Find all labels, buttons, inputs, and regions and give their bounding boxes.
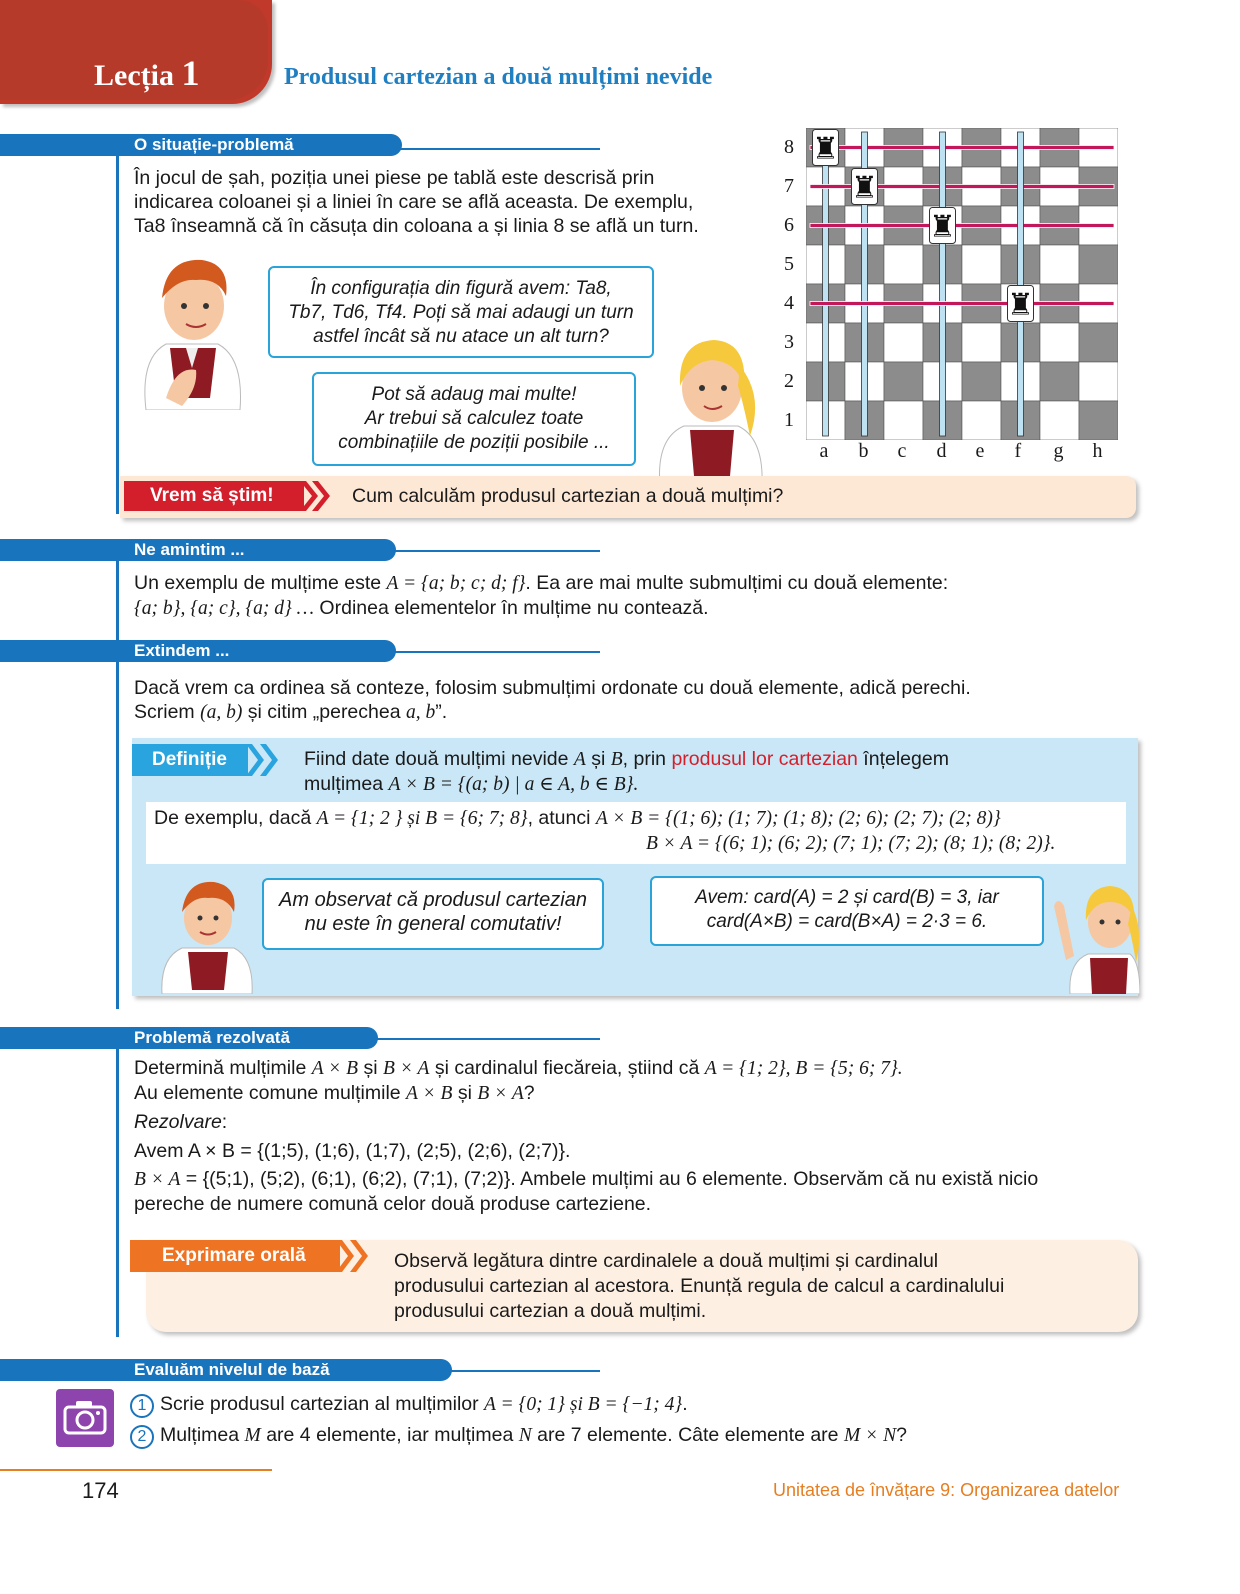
- oral-line: produsului cartezian al acestora. Enunță regula de calcul a cardinalului: [394, 1275, 1005, 1297]
- solved-text-part: și: [452, 1082, 478, 1104]
- chess-square: [884, 323, 923, 362]
- oral-line: produsului cartezian a două mulțimi.: [394, 1300, 707, 1322]
- chess-rank-label: 7: [784, 174, 794, 197]
- lesson-word: Lecția: [94, 59, 174, 92]
- chess-rank-label: 8: [784, 135, 794, 158]
- section-line: [376, 1038, 600, 1040]
- extend-text: [134, 676, 971, 725]
- section-heading-remember: Ne amintim ...: [0, 539, 396, 561]
- math-expression: B × A: [383, 1058, 430, 1079]
- definition-text: [304, 747, 949, 797]
- remember-subsets: {a; b}, {a; c}, {a; d} …: [134, 598, 315, 619]
- rook-attack-line-vertical: [823, 132, 829, 436]
- chess-board: [806, 128, 1118, 440]
- rook-piece-icon: ♜: [929, 209, 956, 245]
- definition-text-part: și: [585, 748, 611, 770]
- section-line: [394, 550, 600, 552]
- girl-illustration: [640, 326, 780, 486]
- bubble-line: Tb7, Td6, Tf4. Poți să mai adaugi un turn: [288, 302, 634, 323]
- footer-line: [0, 1469, 272, 1471]
- evaluate-item: [130, 1420, 907, 1451]
- chess-file-label: b: [858, 440, 869, 462]
- chess-square: [962, 401, 1001, 440]
- example-text-part: , atunci: [527, 807, 596, 829]
- chess-square: [1040, 323, 1079, 362]
- math-symbol: M: [244, 1425, 261, 1446]
- chevron-arrows-icon: [298, 481, 338, 511]
- solved-text-part: și: [358, 1057, 384, 1079]
- chevron-arrows-icon: [244, 744, 288, 776]
- solved-text-part: și cardinalul fiecăreia, știind că: [429, 1057, 705, 1079]
- extend-text-part: Scriem: [134, 701, 201, 723]
- item-text-part: ?: [896, 1424, 907, 1446]
- speech-bubble-girl-2: [650, 876, 1044, 946]
- chess-square: [884, 362, 923, 401]
- remember-text-part: . Ea are mai multe submulțimi cu două elemente:: [525, 572, 949, 594]
- extend-text-part: și citim „perechea: [242, 701, 406, 723]
- definition-text-part: , prin: [622, 748, 672, 770]
- chess-rank-label: 6: [784, 213, 794, 236]
- section-vertical-bar: [116, 1027, 119, 1337]
- chess-rank-label: 5: [784, 252, 794, 275]
- math-expression: M × N: [843, 1425, 897, 1446]
- example-text: [154, 806, 1001, 831]
- remember-text: [134, 571, 948, 621]
- definition-term: produsul lor cartezian: [671, 748, 858, 770]
- unit-title: Unitatea de învățare 9: Organizarea datelor: [773, 1480, 1120, 1500]
- item-text-part: Scrie produsul cartezian al mulțimilor: [160, 1393, 485, 1415]
- solved-text-part: = {(5;1), (5;2), (6;1), (6;2), (7;1), (7;2)}. Ambele mulțimi au 6 elemente. Observăm că nu există nicio: [180, 1168, 1039, 1190]
- bubble-line: astfel încât să nu atace un alt turn?: [313, 326, 609, 347]
- chess-file-labels: [806, 440, 1118, 464]
- boy-illustration: [126, 248, 258, 410]
- item-text-part: are 7 elemente. Câte elemente are: [531, 1424, 844, 1446]
- item-number: 1: [130, 1394, 154, 1418]
- solved-text-part: Determină mulțimile: [134, 1057, 312, 1079]
- example-axb: A × B = {(1; 6); (1; 7); (1; 8); (2; 6); (2; 7); (2; 8)}: [595, 808, 1001, 829]
- girl-illustration-small: [1040, 876, 1140, 994]
- extend-pair: (a, b): [200, 702, 243, 723]
- solved-text-part: ?: [523, 1082, 535, 1104]
- definition-text-part: înțelegem: [857, 748, 949, 770]
- extend-pair-name: a, b: [405, 702, 436, 723]
- bubble-line: card(A×B) = card(B×A) = 2·3 = 6.: [706, 911, 988, 932]
- section-vertical-bar: [116, 539, 119, 1009]
- chess-square: [962, 245, 1001, 284]
- oral-line: Observă legătura dintre cardinalele a două mulțimi și cardinalul: [394, 1250, 939, 1272]
- boy-illustration-small: [154, 874, 260, 994]
- math-expression: A = {0; 1} și B = {−1; 4}: [484, 1394, 683, 1415]
- chess-rank-label: 2: [784, 369, 794, 392]
- bubble-line: Am observat că produsul cartezian: [279, 889, 587, 911]
- math-expression: B × A: [134, 1169, 181, 1190]
- example-sets: A = {1; 2 } și B = {6; 7; 8}: [316, 808, 528, 829]
- rook-piece-icon: ♜: [851, 170, 878, 206]
- bubble-line: Ar trebui să calculez toate: [364, 408, 584, 429]
- rook-attack-line-horizontal: [810, 224, 1114, 228]
- chess-square: [1040, 401, 1079, 440]
- rook-piece-icon: ♜: [812, 131, 839, 167]
- page-number: 174: [82, 1478, 119, 1503]
- section-heading-evaluate: Evaluăm nivelul de bază: [0, 1359, 452, 1381]
- math-expression: A × B: [311, 1058, 359, 1079]
- chess-square: [1079, 323, 1118, 362]
- evaluate-item: [130, 1389, 907, 1420]
- example-bxa: B × A = {(6; 1); (6; 2); (7; 1); (7; 2); (8; 1); (8; 2)}.: [646, 833, 1056, 854]
- chess-file-label: g: [1053, 440, 1064, 462]
- bubble-line: În configurația din figură avem: Ta8,: [310, 278, 612, 299]
- rook-attack-line-horizontal: [810, 146, 1114, 150]
- section-line: [394, 651, 600, 653]
- solution-label: Rezolvare: [134, 1111, 222, 1133]
- math-symbol: B: [610, 749, 623, 770]
- section-line: [400, 148, 600, 150]
- speech-bubble-boy: [268, 266, 654, 358]
- item-text-part: are 4 elemente, iar mulțimea: [260, 1424, 519, 1446]
- rook-piece-icon: ♜: [1007, 287, 1034, 323]
- chess-square: [884, 245, 923, 284]
- definition-formula: A × B = {(a; b) | a ∈ A, b ∈ B}.: [388, 774, 639, 795]
- rook-attack-line-vertical: [940, 132, 946, 436]
- evaluate-items: [130, 1389, 907, 1451]
- chess-file-label: f: [1014, 440, 1022, 462]
- definition-text-part: Fiind date două mulțimi nevide: [304, 748, 574, 770]
- math-symbol: N: [518, 1425, 532, 1446]
- lesson-number: 1: [181, 53, 200, 93]
- extend-line: Dacă vrem ca ordinea să conteze, folosim submulțimi ordonate cu două elemente, adică perechi.: [134, 677, 971, 699]
- item-number: 2: [130, 1425, 154, 1449]
- remember-set: A = {a; b; c; d; f}: [386, 573, 526, 594]
- solved-text-part: Au elemente comune mulțimile: [134, 1082, 407, 1104]
- chess-rank-label: 3: [784, 330, 794, 353]
- bubble-line: combinațiile de poziții posibile ...: [338, 432, 610, 453]
- remember-text-part: Un exemplu de mulțime este: [134, 572, 382, 594]
- camera-icon: [56, 1389, 114, 1447]
- bubble-line: nu este în general comutativ!: [304, 913, 562, 935]
- section-vertical-bar: [116, 134, 119, 514]
- situation-line: Ta8 înseamnă că în căsuța din coloana a și linia 8 se află un turn.: [134, 215, 699, 237]
- chess-square: [1079, 245, 1118, 284]
- oral-tag: Exprimare orală: [130, 1240, 340, 1272]
- speech-bubble-girl: [312, 372, 636, 466]
- section-line: [450, 1370, 600, 1372]
- math-expression: A = {1; 2}, B = {5; 6; 7}.: [704, 1058, 903, 1079]
- rook-attack-line-horizontal: [810, 302, 1114, 306]
- chess-file-label: a: [819, 440, 829, 462]
- bubble-line: Avem: card(A) = 2 și card(B) = 3, iar: [695, 887, 999, 908]
- oral-text: [394, 1249, 1004, 1324]
- lesson-label: [94, 52, 199, 94]
- example-text-part: De exemplu, dacă: [154, 807, 317, 829]
- chess-square: [884, 401, 923, 440]
- chess-file-label: c: [897, 440, 907, 462]
- chess-file-label: d: [936, 440, 947, 462]
- chess-square: [962, 323, 1001, 362]
- chess-file-label: e: [975, 440, 985, 462]
- solution-line: pereche de numere comună celor două produse carteziene.: [134, 1193, 652, 1215]
- want-tag: Vrem să știm!: [124, 481, 304, 511]
- solved-text-part: :: [221, 1111, 228, 1133]
- speech-bubble-boy-2: [262, 878, 604, 950]
- situation-line: În jocul de șah, poziția unei piese pe tablă este descrisă prin: [134, 167, 655, 189]
- lesson-title: Produsul cartezian a două mulțimi nevide: [284, 64, 713, 90]
- section-heading-solved: Problemă rezolvată: [0, 1027, 378, 1049]
- item-text-part: .: [682, 1393, 688, 1415]
- chess-rank-label: 4: [784, 291, 794, 314]
- math-symbol: A: [573, 749, 586, 770]
- chess-square: [1040, 245, 1079, 284]
- chess-square: [1079, 401, 1118, 440]
- definition-text-part: mulțimea: [304, 773, 389, 795]
- chess-square: [1040, 362, 1079, 401]
- situation-line: indicarea coloanei și a liniei în care se află aceasta. De exemplu,: [134, 191, 694, 213]
- bubble-line: Pot să adaug mai multe!: [371, 384, 577, 405]
- section-heading-situation: O situație-problemă: [0, 134, 402, 156]
- definition-tag: Definiție: [132, 744, 248, 776]
- chevron-arrows-icon: [334, 1240, 378, 1272]
- extend-text-part: ”.: [435, 701, 448, 723]
- rook-attack-line-vertical: [1018, 132, 1024, 436]
- section-heading-extend: Extindem ...: [0, 640, 396, 662]
- math-expression: B × A: [477, 1083, 524, 1104]
- chess-file-label: h: [1092, 440, 1103, 462]
- chess-square: [1079, 362, 1118, 401]
- item-text-part: Mulțimea: [160, 1424, 245, 1446]
- chess-square: [962, 362, 1001, 401]
- solved-text: [134, 1056, 1038, 1217]
- situation-text: [134, 166, 699, 238]
- solution-line: Avem A × B = {(1;5), (1;6), (1;7), (2;5), (2;6), (2;7)}.: [134, 1140, 571, 1162]
- chess-rank-label: 1: [784, 408, 794, 431]
- math-expression: A × B: [406, 1083, 453, 1104]
- want-question: Cum calculăm produsul cartezian a două mulțimi?: [352, 485, 784, 507]
- remember-text-part: Ordinea elementelor în mulțime nu contează.: [314, 597, 709, 619]
